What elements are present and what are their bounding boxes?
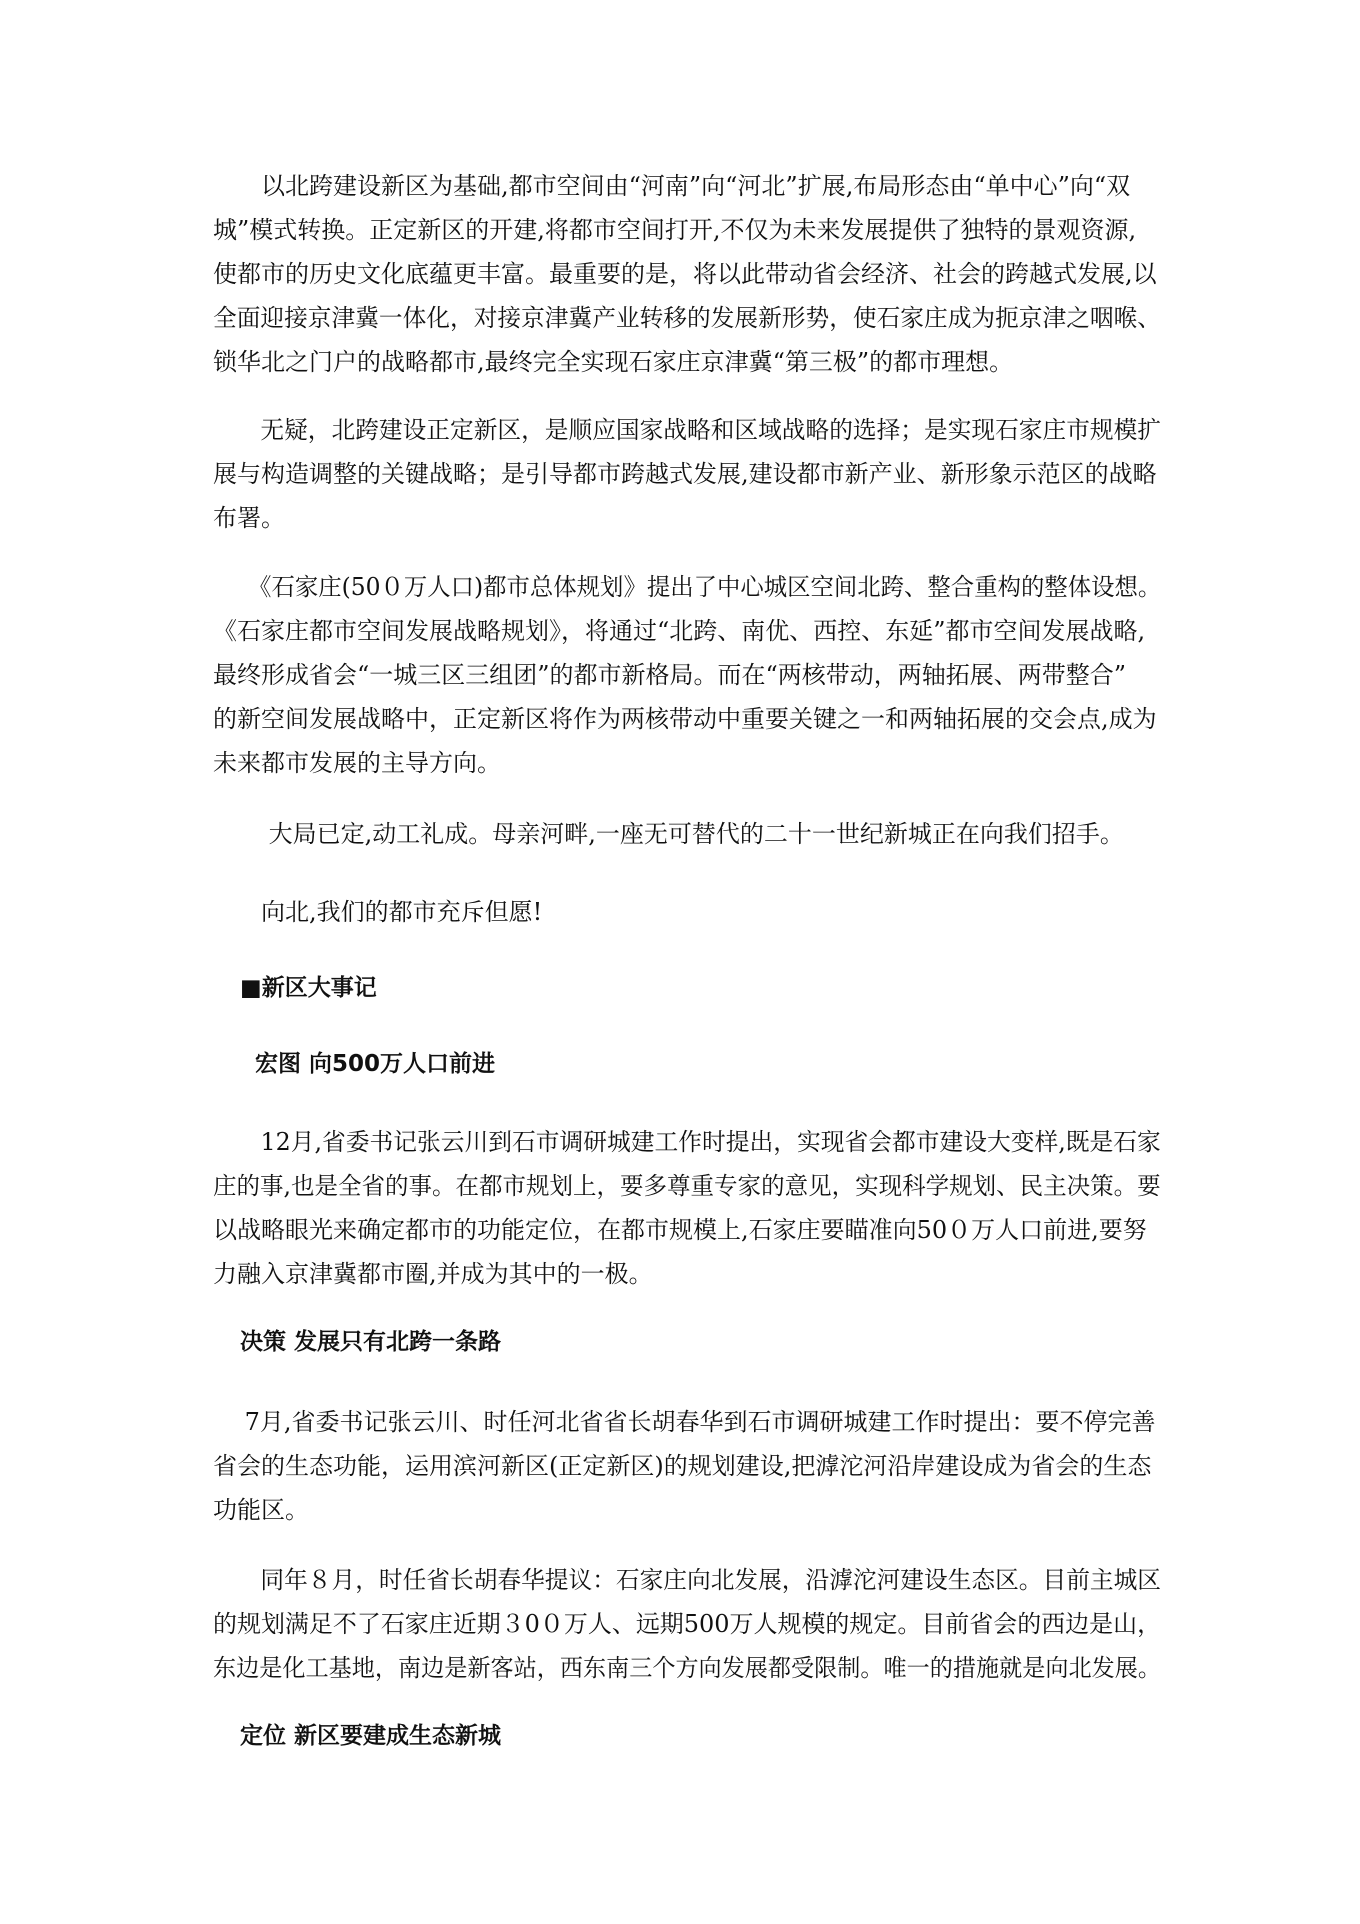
text-line: 东边是化工基地，南边是新客站，西东南三个方向发展都受限制。唯一的措施就是向北发展。 <box>213 1654 1161 1682</box>
paragraph-strategy <box>213 408 1161 540</box>
text-line: 《石家庄都市空间发展战略规划》，将通过“北跨、南优、西控、东延”都市空间发展战略, <box>213 617 1146 645</box>
heading-decision: 决策 发展只有北跨一条路 <box>240 1329 502 1355</box>
paragraph-august <box>213 1558 1161 1690</box>
text-line: 7月,省委书记张云川、时任河北省省长胡春华到石市调研城建工作时提出：要不停完善 <box>213 1408 1156 1436</box>
text-line: 功能区。 <box>213 1496 309 1524</box>
text-line: 庄的事,也是全省的事。在都市规划上，要多尊重专家的意见，实现科学规划、民主决策。要 <box>213 1172 1161 1200</box>
text-line: 以战略眼光来确定都市的功能定位，在都市规模上,石家庄要瞄准向50０万人口前进,要努 <box>213 1216 1147 1244</box>
text-line: 使都市的历史文化底蕴更丰富。最重要的是，将以此带动省会经济、社会的跨越式发展,以 <box>213 260 1157 288</box>
text-line: 同年８月，时任省长胡春华提议：石家庄向北发展，沿滹沱河建设生态区。目前主城区 <box>213 1566 1161 1594</box>
text-line: 的新空间发展战略中，正定新区将作为两核带动中重要关键之一和两轴拓展的交会点,成为 <box>213 705 1157 733</box>
paragraph-december <box>213 1120 1161 1296</box>
text-line: 未来都市发展的主导方向。 <box>213 749 501 777</box>
text-line: 无疑，北跨建设正定新区，是顺应国家战略和区域战略的选择；是实现石家庄市规模扩 <box>213 416 1161 444</box>
paragraph-july <box>213 1400 1161 1532</box>
text-line: 最终形成省会“一城三区三组团”的都市新格局。而在“两核带动，两轴拓展、两带整合” <box>213 661 1127 689</box>
paragraph-north-expansion <box>213 164 1161 384</box>
text-line: 大局已定,动工礼成。母亲河畔,一座无可替代的二十一世纪新城正在向我们招手。 <box>213 820 1124 848</box>
text-line: 展与构造调整的关键战略；是引导都市跨越式发展,建设都市新产业、新形象示范区的战略 <box>213 460 1157 488</box>
text-line: 力融入京津冀都市圈,并成为其中的一极。 <box>213 1260 653 1288</box>
text-line: 以北跨建设新区为基础,都市空间由“河南”向“河北”扩展,布局形态由“单中心”向“双 <box>213 172 1131 200</box>
paragraph-master-plan <box>213 565 1161 785</box>
text-line: 锁华北之门户的战略都市,最终完全实现石家庄京津冀“第三极”的都市理想。 <box>213 348 1014 376</box>
text-line: 的规划满足不了石家庄近期３0０万人、远期500万人规模的规定。目前省会的西边是山， <box>213 1610 1162 1638</box>
section-heading: ■新区大事记 <box>240 975 377 1001</box>
text-line: 全面迎接京津冀一体化，对接京津冀产业转移的发展新形势，使石家庄成为扼京津之咽喉、 <box>213 304 1161 332</box>
heading-positioning: 定位 新区要建成生态新城 <box>240 1723 502 1749</box>
text-line: 向北,我们的都市充斥但愿! <box>213 898 543 926</box>
text-line: 城”模式转换。正定新区的开建,将都市空间打开,不仅为未来发展提供了独特的景观资源, <box>213 216 1137 244</box>
text-line: 12月,省委书记张云川到石市调研城建工作时提出，实现省会都市建设大变样,既是石家 <box>213 1128 1161 1156</box>
heading-blueprint: 宏图 向500万人口前进 <box>255 1051 496 1077</box>
text-line: 《石家庄(50０万人口)都市总体规划》提出了中心城区空间北跨、整合重构的整体设想。 <box>213 573 1162 601</box>
paragraph-toward-north <box>213 890 1161 934</box>
text-line: 省会的生态功能，运用滨河新区(正定新区)的规划建设,把滹沱河沿岸建设成为省会的生态 <box>213 1452 1152 1480</box>
paragraph-groundbreaking <box>213 812 1161 856</box>
text-line: 布署。 <box>213 504 285 532</box>
